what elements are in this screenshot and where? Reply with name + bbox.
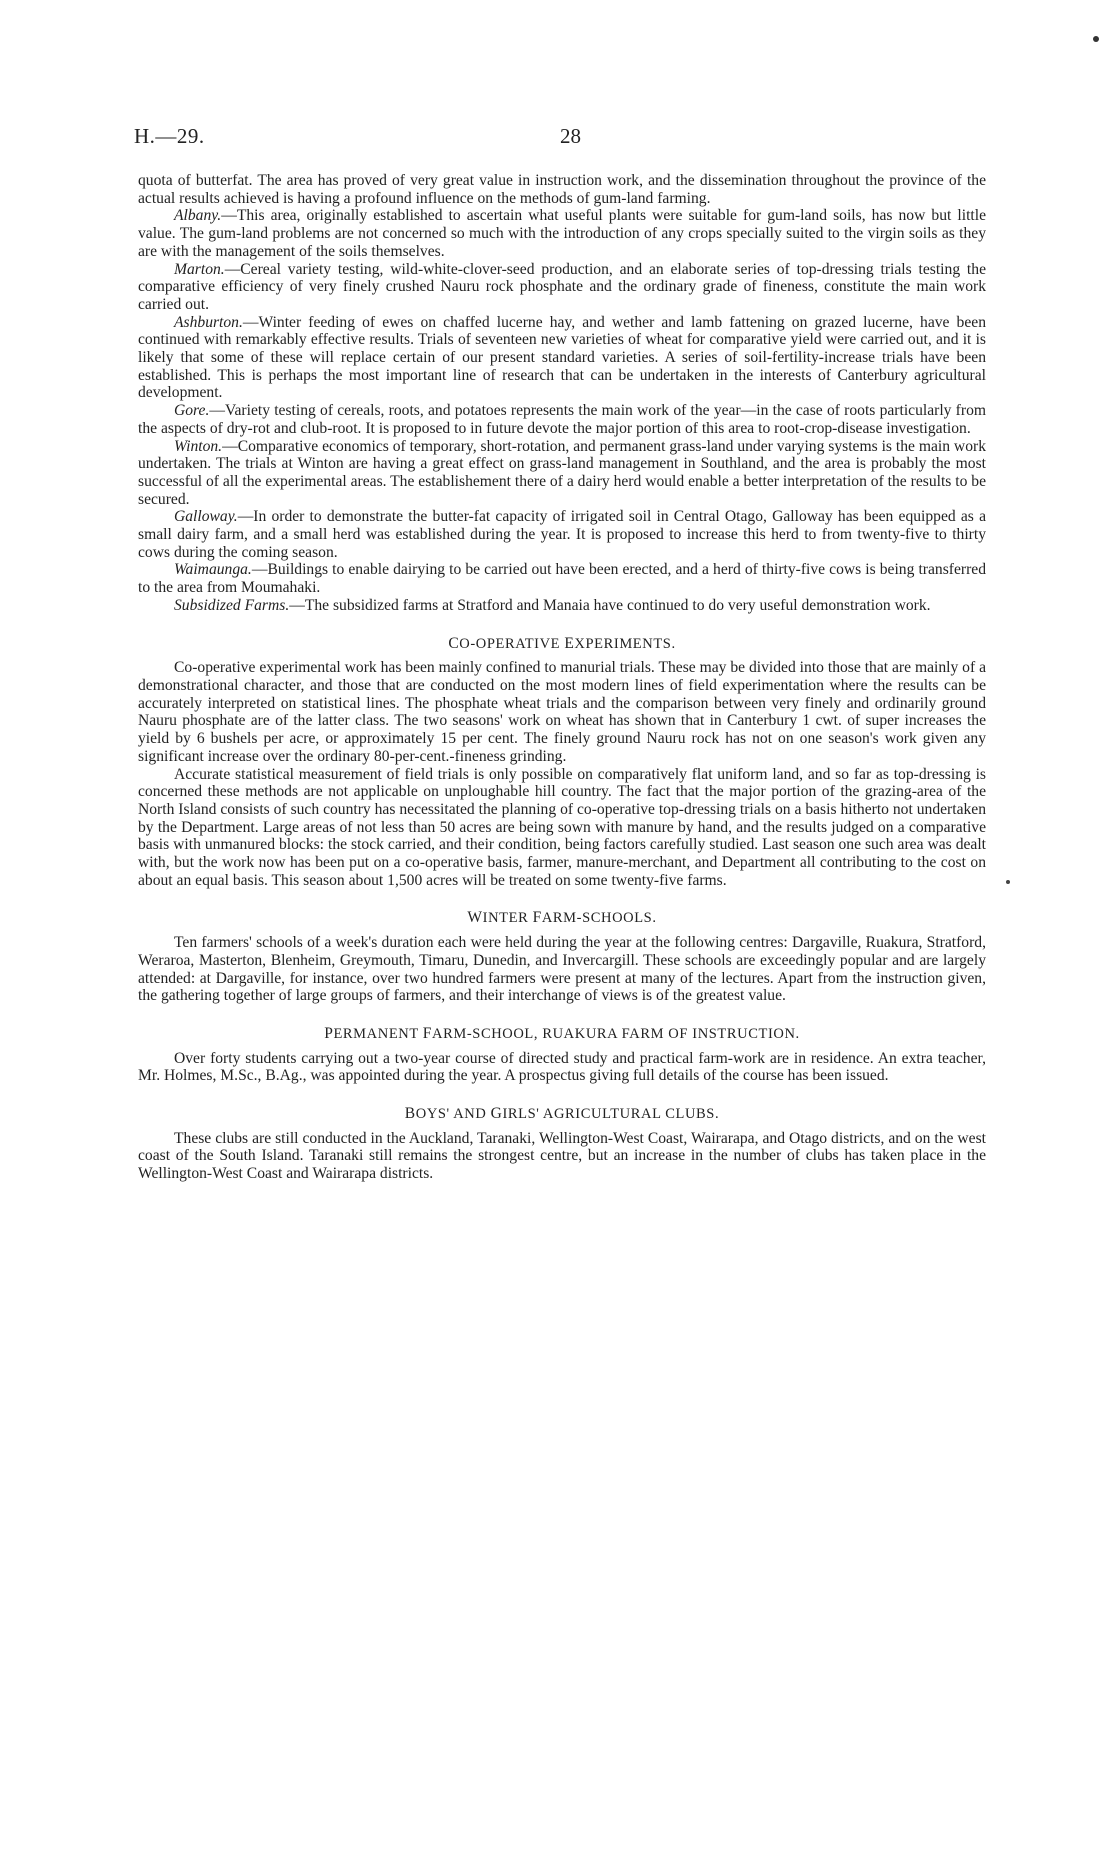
farm-name: Marton. <box>174 260 225 278</box>
section-title-agricultural-clubs: BOYS' AND GIRLS' AGRICULTURAL CLUBS. <box>404 1105 720 1123</box>
page-body <box>138 172 986 1183</box>
section-paragraph: These clubs are still conducted in the Auckland, Taranaki, Wellington-West Coast, Wairarapa, and Otago districts, and on the west coast of the South Island. Taranaki still remains the strongest centre, but an increase in the number of clubs has taken place in the Wellington-West Coast and Wairarapa districts. <box>138 1129 986 1183</box>
section-title-cooperative-experiments: CO-OPERATIVE EXPERIMENTS. <box>448 634 676 652</box>
farm-text: —Variety testing of cereals, roots, and potatoes represents the main work of the year—in the case of roots particularly from the aspects of dry-rot and club-root. It is proposed to in future devote the major portion of this area to root-crop-disease investigation. <box>138 402 986 437</box>
farm-name: Ashburton. <box>174 313 243 331</box>
farm-text: —Comparative economics of temporary, short-rotation, and permanent grass-land under varying systems is the main work undertaken. The trials at Winton are having a great effect on grass-land management in Southland, and the area is probably the most successful of all the experimental areas. The establishement there of a dairy herd would enable a better interpretation of the results to be secured. <box>138 437 986 508</box>
farm-text: —Cereal variety testing, wild-white-clover-seed production, and an elaborate series of top-dressing trials testing the comparative efficiency of very finely crushed Nauru rock phosphate and the ordinary grade of fineness, constitute the main work carried out. <box>138 260 986 313</box>
farm-text: —In order to demonstrate the butter-fat capacity of irrigated soil in Central Otago, Galloway has been equipped as a small dairy farm, and a small herd was established during the year. It is proposed to increase this herd to from twenty-five to thirty cows during the coming season. <box>138 508 986 561</box>
section-paragraph: Ten farmers' schools of a week's duration each were held during the year at the following centres: Dargaville, Ruakura, Stratford, Weraroa, Masterton, Blenheim, Greymouth, Timaru, Dunedin, and Invercargill. These schools are exceedingly popular and are largely attended: at Dargaville, for instance, over two hundred farmers were present at many of the lectures. Apart from the instruction given, the gathering together of large groups of farmers, and their interchange of views is of the greatest value. <box>138 934 986 1005</box>
farm-name: Subsidized Farms. <box>174 596 290 614</box>
section-title-winter-farm-schools: WINTER FARM-SCHOOLS. <box>467 909 657 927</box>
section-paragraph: Co-operative experimental work has been mainly confined to manurial trials. These may be divided into those that are mainly of a demonstrational character, and those that are conducted on the most modern lines of field experimentation where the results can be accurately interpreted on statistical lines. The phosphate wheat trials and the comparison between very finely and ordinarily ground Nauru phosphate are of the latter class. The two seasons' work on wheat has shown that in Canterbury 1 cwt. of super increases the yield by 6 bushels per acre, or approximately 15 per cent. The finely ground Nauru rock has not on one season's work given any significant increase over the ordinary 80-per-cent.-fineness grinding. <box>138 659 986 765</box>
farm-text: —The subsidized farms at Stratford and Manaia have continued to do very useful demonstration work. <box>289 596 931 614</box>
farm-name: Waimaunga. <box>174 561 252 579</box>
farm-paragraph-marton <box>138 261 986 314</box>
section-paragraph: Over forty students carrying out a two-year course of directed study and practical farm-work are in residence. An extra teacher, Mr. Holmes, M.Sc., B.Ag., was appointed during the year. A prospectus giving full details of the course has been issued. <box>138 1049 986 1085</box>
document-reference: H.—29. <box>134 124 205 148</box>
farm-name: Galloway. <box>174 508 238 526</box>
farm-text: —Winter feeding of ewes on chaffed lucerne hay, and wether and lamb fattening on grazed lucerne, have been continued with remarkably effective results. Trials of seventeen new varieties of wheat for comparative yield were carried out, and it is likely that some of these will replace certain of our present standard varieties. A series of soil-fertility-increase trials have been established. This is perhaps the most important line of research that can be undertaken in the interests of Canterbury agricultural development. <box>138 313 986 402</box>
farm-text: —This area, originally established to ascertain what useful plants were suitable for gum-land soils, has now but little value. The gum-land problems are not concerned so much with the introduction of any crops specially suited to the virgin soils as they are with the management of the soils themselves. <box>138 207 986 260</box>
farm-name: Winton. <box>174 437 223 455</box>
farm-paragraph-waimaunga <box>138 561 986 596</box>
section-title-permanent-farm-school: PERMANENT FARM-SCHOOL, RUAKURA FARM OF INSTRUCTION. <box>324 1024 800 1042</box>
farm-name: Gore. <box>174 402 210 420</box>
farm-paragraph-ashburton <box>138 314 986 403</box>
farm-name: Albany. <box>174 207 222 225</box>
farm-text: —Buildings to enable dairying to be carried out have been erected, and a herd of thirty-five cows is being transferred to the area from Moumahaki. <box>138 561 986 597</box>
farm-paragraph-galloway <box>138 508 986 561</box>
farm-paragraph-winton <box>138 438 986 509</box>
margin-dot <box>1006 880 1010 884</box>
corner-mark <box>1093 36 1099 42</box>
page-number: 28 <box>560 124 581 148</box>
farm-paragraph-subsidized <box>138 597 986 615</box>
farm-paragraph-albany <box>138 207 986 260</box>
section-paragraph: Accurate statistical measurement of field trials is only possible on comparatively flat uniform land, and so far as top-dressing is concerned these methods are not applicable on unploughable hill country. The fact that the major portion of the grazing-area of the North Island consists of such country has necessitated the planning of co-operative top-dressing trials on a basis hitherto not undertaken by the Department. Large areas of not less than 50 acres are being sown with manure by hand, and the results judged on a comparative basis with unmanured blocks: the stock carried, and their condition, being factors carefully studied. Last season one such area was dealt with, but the work now has been put on a co-operative basis, farmer, manure-merchant, and Department all contributing to the cost on about an equal basis. This season about 1,500 acres will be treated on some twenty-five farms. <box>138 765 986 889</box>
farm-paragraph-gore <box>138 402 986 437</box>
page-header <box>134 124 974 154</box>
intro-paragraph: quota of butterfat. The area has proved of very great value in instruction work, and the dissemination throughout the province of the actual results achieved is having a profound influence on the methods of gum-land farming. <box>138 172 986 207</box>
